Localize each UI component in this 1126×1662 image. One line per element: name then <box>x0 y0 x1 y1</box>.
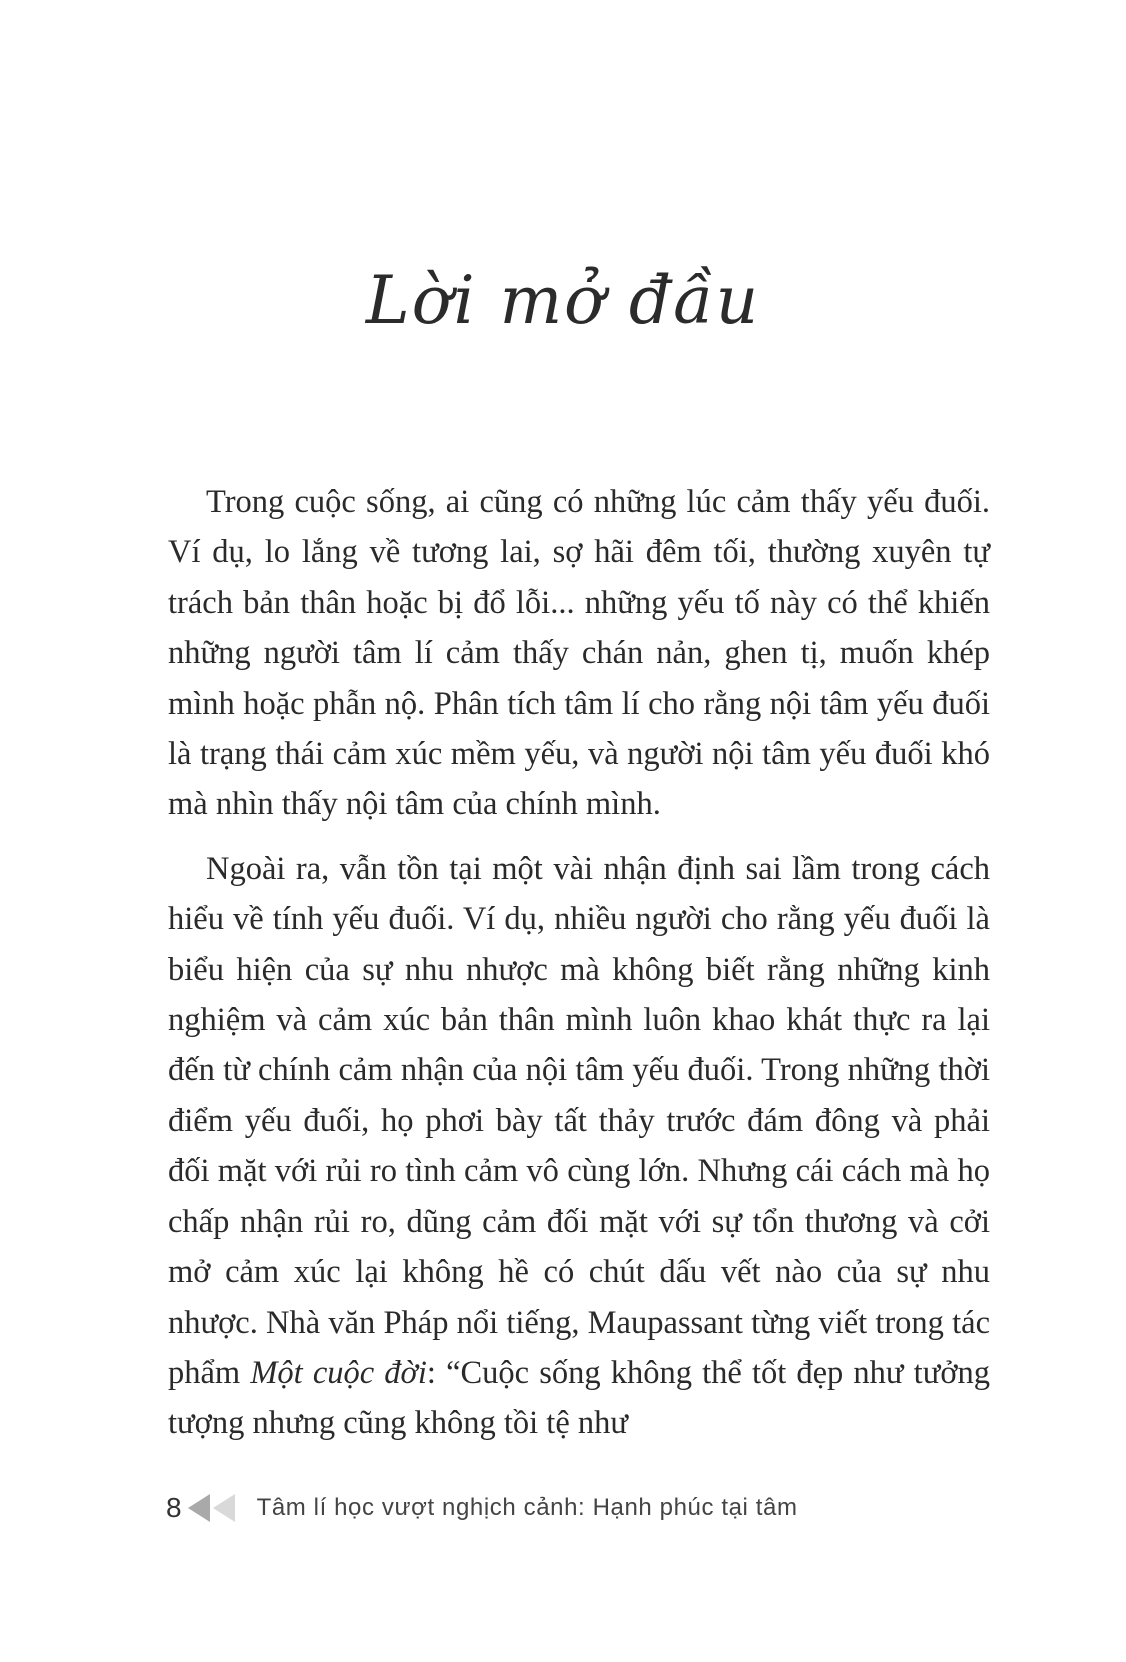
page-number: 8 <box>166 1492 182 1523</box>
left-triangle-icon <box>188 1494 210 1522</box>
running-title: Tâm lí học vượt nghịch cảnh: Hạnh phúc tại tâm <box>256 1494 798 1521</box>
paragraph-2-text-a: Ngoài ra, vẫn tồn tại một vài nhận định sai lầm trong cách hiểu về tính yếu đuối. Ví dụ, nhiều người cho rằng yếu đuối là biểu hiện của sự nhu nhược mà không biết rằng những kinh nghiệm và cảm xúc bản thân mình luôn khao khát thực ra lại đến từ chính cảm nhận của nội tâm yếu đuối. Trong những thời điểm yếu đuối, họ phơi bày tất thảy trước đám đông và phải đối mặt với rủi ro tình cảm vô cùng lớn. Nhưng cái cách mà họ chấp nhận rủi ro, dũng cảm đối mặt với sự tổn thương và cởi mở cảm xúc lại không hề có chút dấu vết nào của sự nhu nhược. Nhà văn Pháp nổi tiếng, Maupassant từng viết trong tác phẩm <box>168 850 990 1391</box>
left-triangle-light-icon <box>213 1494 235 1522</box>
paragraph-1: Trong cuộc sống, ai cũng có những lúc cảm thấy yếu đuối. Ví dụ, lo lắng về tương lai, sợ hãi đêm tối, thường xuyên tự trách bản thân hoặc bị đổ lỗi... những yếu tố này có thể khiến những người tâm lí cảm thấy chán nản, ghen tị, muốn khép mình hoặc phẫn nộ. Phân tích tâm lí cho rằng nội tâm yếu đuối là trạng thái cảm xúc mềm yếu, và người nội tâm yếu đuối khó mà nhìn thấy nội tâm của chính mình. <box>168 484 990 823</box>
page-footer <box>166 1488 798 1528</box>
book-title-italic: Một cuộc đời <box>250 1354 427 1391</box>
paragraph-2-text-b: : “Cuộc sống không thể tốt đẹp như tưởng tượng nhưng cũng không tồi tệ như <box>168 1354 990 1442</box>
body-text <box>168 477 990 1463</box>
paragraph-2 <box>168 844 990 1449</box>
chapter-title: Lời mở đầu <box>365 262 761 339</box>
